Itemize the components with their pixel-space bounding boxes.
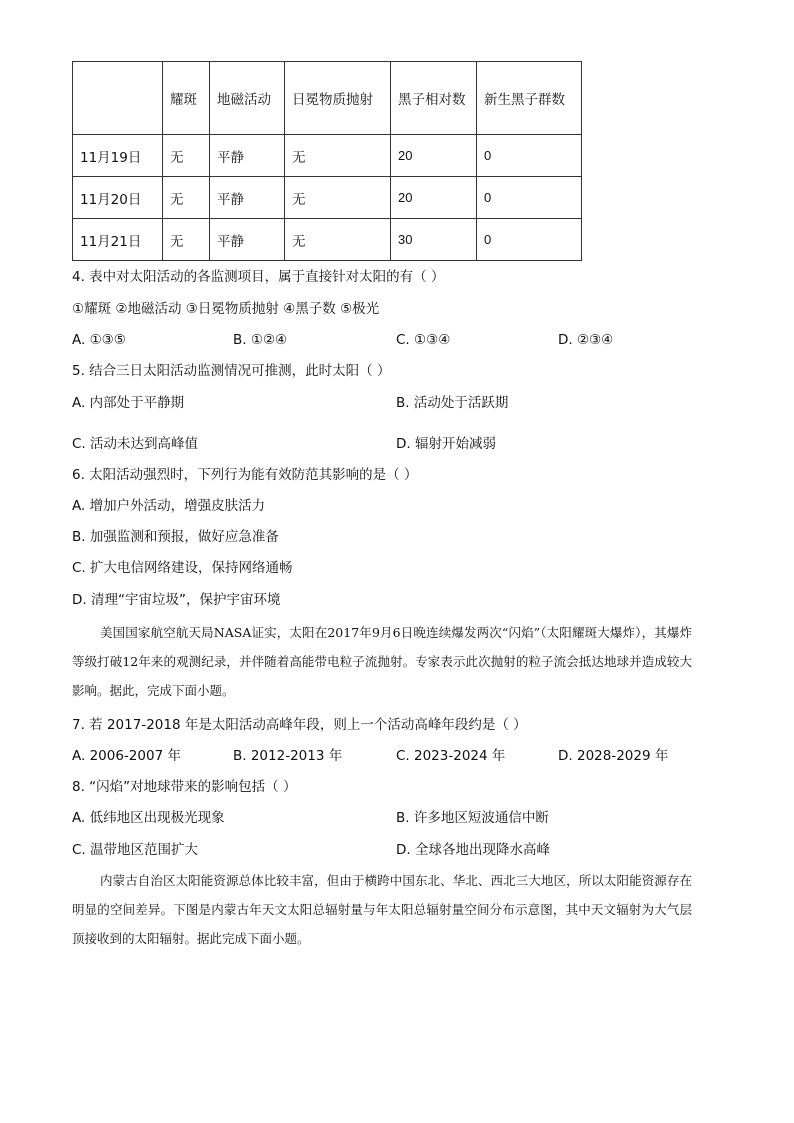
table-cell: 30: [391, 219, 477, 261]
table-cell-date: 11月19日: [73, 135, 163, 177]
question-7-option-a: A. 2006-2007 年: [72, 748, 181, 764]
question-4-option-c: C. ①③④: [396, 332, 451, 348]
question-8-option-b: B. 许多地区短波通信中断: [396, 810, 549, 826]
question-6-option-d: D. 清理“宇宙垃圾”，保护宇宙环境: [72, 592, 281, 608]
table-cell: 平静: [210, 177, 285, 219]
table-header-cell: 日冕物质抛射: [285, 62, 391, 135]
question-7-option-d: D. 2028-2029 年: [558, 748, 669, 764]
question-5-option-b: B. 活动处于活跃期: [396, 395, 509, 411]
table-cell-date: 11月21日: [73, 219, 163, 261]
question-4-option-a: A. ①③⑤: [72, 332, 126, 348]
question-5-option-d: D. 辐射开始减弱: [396, 436, 496, 452]
question-5-stem: 5. 结合三日太阳活动监测情况可推测，此时太阳（ ）: [72, 363, 391, 379]
table-header-row: [73, 62, 582, 135]
table-cell: 平静: [210, 219, 285, 261]
table-cell-date: 11月20日: [73, 177, 163, 219]
table-row: [73, 177, 582, 219]
table-cell: 0: [477, 135, 582, 177]
table-cell: 无: [163, 177, 210, 219]
table-header-cell: 黑子相对数: [391, 62, 477, 135]
table-cell: 无: [285, 219, 391, 261]
question-4-stem: 4. 表中对太阳活动的各监测项目，属于直接针对太阳的有（ ）: [72, 269, 445, 285]
table-header-cell: 地磁活动: [210, 62, 285, 135]
solar-monitoring-table: [72, 61, 582, 261]
table-cell: 0: [477, 219, 582, 261]
table-cell: 无: [285, 177, 391, 219]
question-4-option-d: D. ②③④: [558, 332, 614, 348]
table-cell: 20: [391, 177, 477, 219]
question-6-option-b: B. 加强监测和预报，做好应急准备: [72, 529, 279, 545]
question-8-option-d: D. 全球各地出现降水高峰: [396, 842, 550, 858]
question-4-items: ①耀斑 ②地磁活动 ③日冕物质抛射 ④黑子数 ⑤极光: [72, 301, 380, 317]
table-cell: 0: [477, 177, 582, 219]
table-cell: 20: [391, 135, 477, 177]
table-row: [73, 135, 582, 177]
question-7-option-c: C. 2023-2024 年: [396, 748, 506, 764]
reading-passage-solar-flare: 美国国家航空航天局NASA证实，太阳在2017年9月6日晚连续爆发两次“闪焰”（太阳耀斑大爆炸），其爆炸等级打破12年来的观测纪录，并伴随着高能带电粒子流抛射。专家表示此次抛射的粒子流会抵达地球并造成较大影响。据此，完成下面小题。: [72, 625, 692, 698]
table-header-cell: [73, 62, 163, 135]
question-8-option-a: A. 低纬地区出现极光现象: [72, 810, 225, 826]
table-cell: 无: [163, 135, 210, 177]
question-8-stem: 8. “闪焰”对地球带来的影响包括（ ）: [72, 779, 297, 795]
question-7-stem: 7. 若 2017-2018 年是太阳活动高峰年段，则上一个活动高峰年段约是（ ）: [72, 717, 527, 733]
question-5-option-a: A. 内部处于平静期: [72, 395, 185, 411]
question-4-option-b: B. ①②④: [233, 332, 288, 348]
question-6-stem: 6. 太阳活动强烈时，下列行为能有效防范其影响的是（ ）: [72, 467, 418, 483]
reading-passage-inner-mongolia: 内蒙古自治区太阳能资源总体比较丰富，但由于横跨中国东北、华北、西北三大地区，所以太阳能资源存在明显的空间差异。下图是内蒙古年天文太阳总辐射量与年太阳总辐射量空间分布示意图，其中天文辐射为大气层顶接收到的太阳辐射。据此完成下面小题。: [72, 873, 692, 946]
table-header-cell: 耀斑: [163, 62, 210, 135]
question-8-option-c: C. 温带地区范围扩大: [72, 842, 199, 858]
question-5-option-c: C. 活动未达到高峰值: [72, 436, 199, 452]
table-cell: 无: [163, 219, 210, 261]
question-6-option-c: C. 扩大电信网络建设，保持网络通畅: [72, 560, 293, 576]
table-cell: 无: [285, 135, 391, 177]
table-row: [73, 219, 582, 261]
table-cell: 平静: [210, 135, 285, 177]
question-6-option-a: A. 增加户外活动，增强皮肤活力: [72, 498, 266, 514]
question-7-option-b: B. 2012-2013 年: [233, 748, 343, 764]
table-header-cell: 新生黑子群数: [477, 62, 582, 135]
